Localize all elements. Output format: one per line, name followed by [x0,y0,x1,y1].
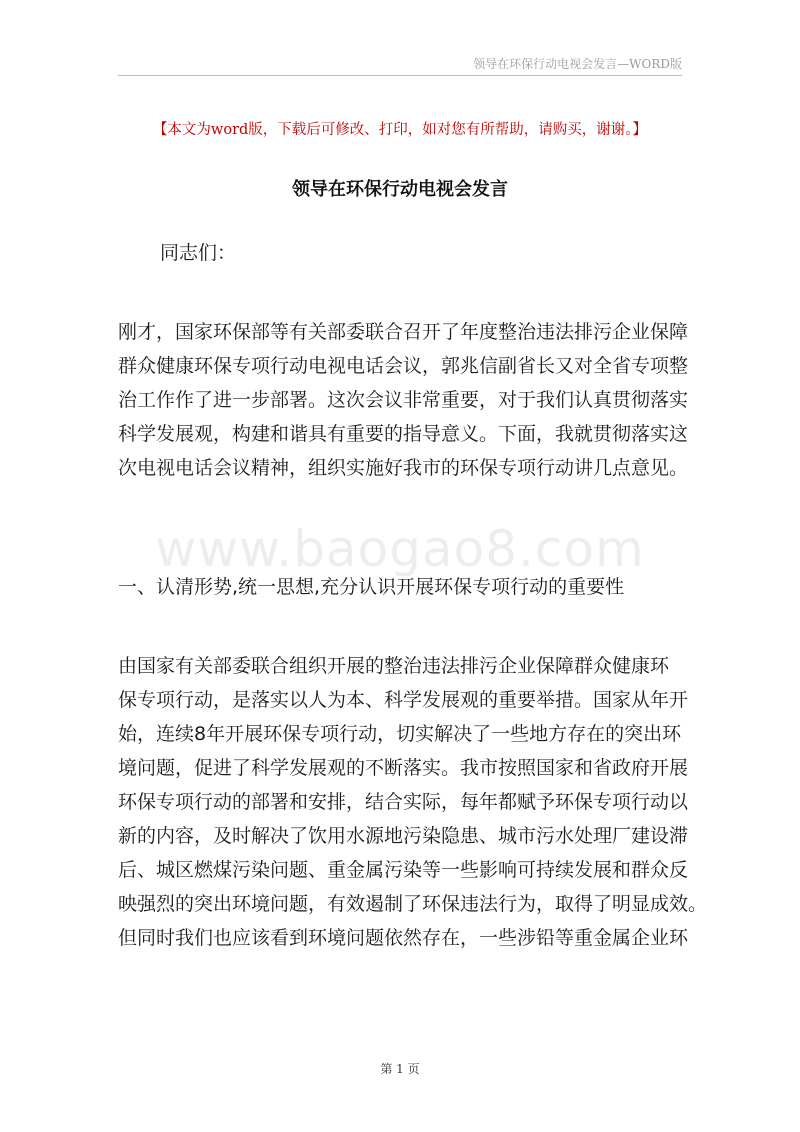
paragraph-line: 后、城区燃煤污染问题、重金属污染等一些影响可持续发展和群众反 [118,859,689,881]
paragraph-line: 始，连续8年开展环保专项行动，切实解决了一些地方存在的突出环 [118,723,682,745]
paragraph-line: 但同时我们也应该看到环境问题依然存在，一些涉铅等重金属企业环 [118,927,689,949]
document-title: 领导在环保行动电视会发言 [292,179,508,200]
header-divider [118,75,682,76]
paragraph-line: 刚才，国家环保部等有关部委联合召开了年度整治违法排污企业保障 [118,321,689,343]
paragraph-line: 新的内容，及时解决了饮用水源地污染隐患、城市污水处理厂建设滞 [118,825,689,847]
paragraph-line: 次电视电话会议精神，组织实施好我市的环保专项行动讲几点意见。 [118,457,689,479]
intro-paragraph [118,315,689,485]
paragraph-line: 由国家有关部委联合组织开展的整治违法排污企业保障群众健康环 [118,655,670,677]
watermark: www.baogao8.com [155,520,645,578]
paragraph-line: 群众健康环保专项行动电视电话会议，郭兆信副省长又对全省专项整 [118,355,689,377]
purchase-notice: 【本文为word版，下载后可修改、打印，如对您有所帮助，请购买，谢谢。】 [152,122,648,138]
paragraph-line: 保专项行动，是落实以人为本、科学发展观的重要举措。国家从年开 [118,689,689,711]
paragraph-line: 境问题，促进了科学发展观的不断落实。我市按照国家和省政府开展 [118,757,689,779]
section-heading: 一、认清形势,统一思想,充分认识开展环保专项行动的重要性 [118,576,625,598]
paragraph-line: 映强烈的突出环境问题，有效遏制了环保违法行为，取得了明显成效。 [118,893,708,915]
greeting: 同志们： [160,242,237,264]
running-header: 领导在环保行动电视会发言—WORD版 [473,57,682,71]
paragraph-line: 环保专项行动的部署和安排，结合实际，每年都赋予环保专项行动以 [118,791,689,813]
body-paragraph [118,649,708,955]
paragraph-line: 科学发展观，构建和谐具有重要的指导意义。下面，我就贯彻落实这 [118,423,689,445]
page-number: 第 1 页 [380,1062,420,1076]
paragraph-line: 治工作作了进一步部署。这次会议非常重要，对于我们认真贯彻落实 [118,389,689,411]
